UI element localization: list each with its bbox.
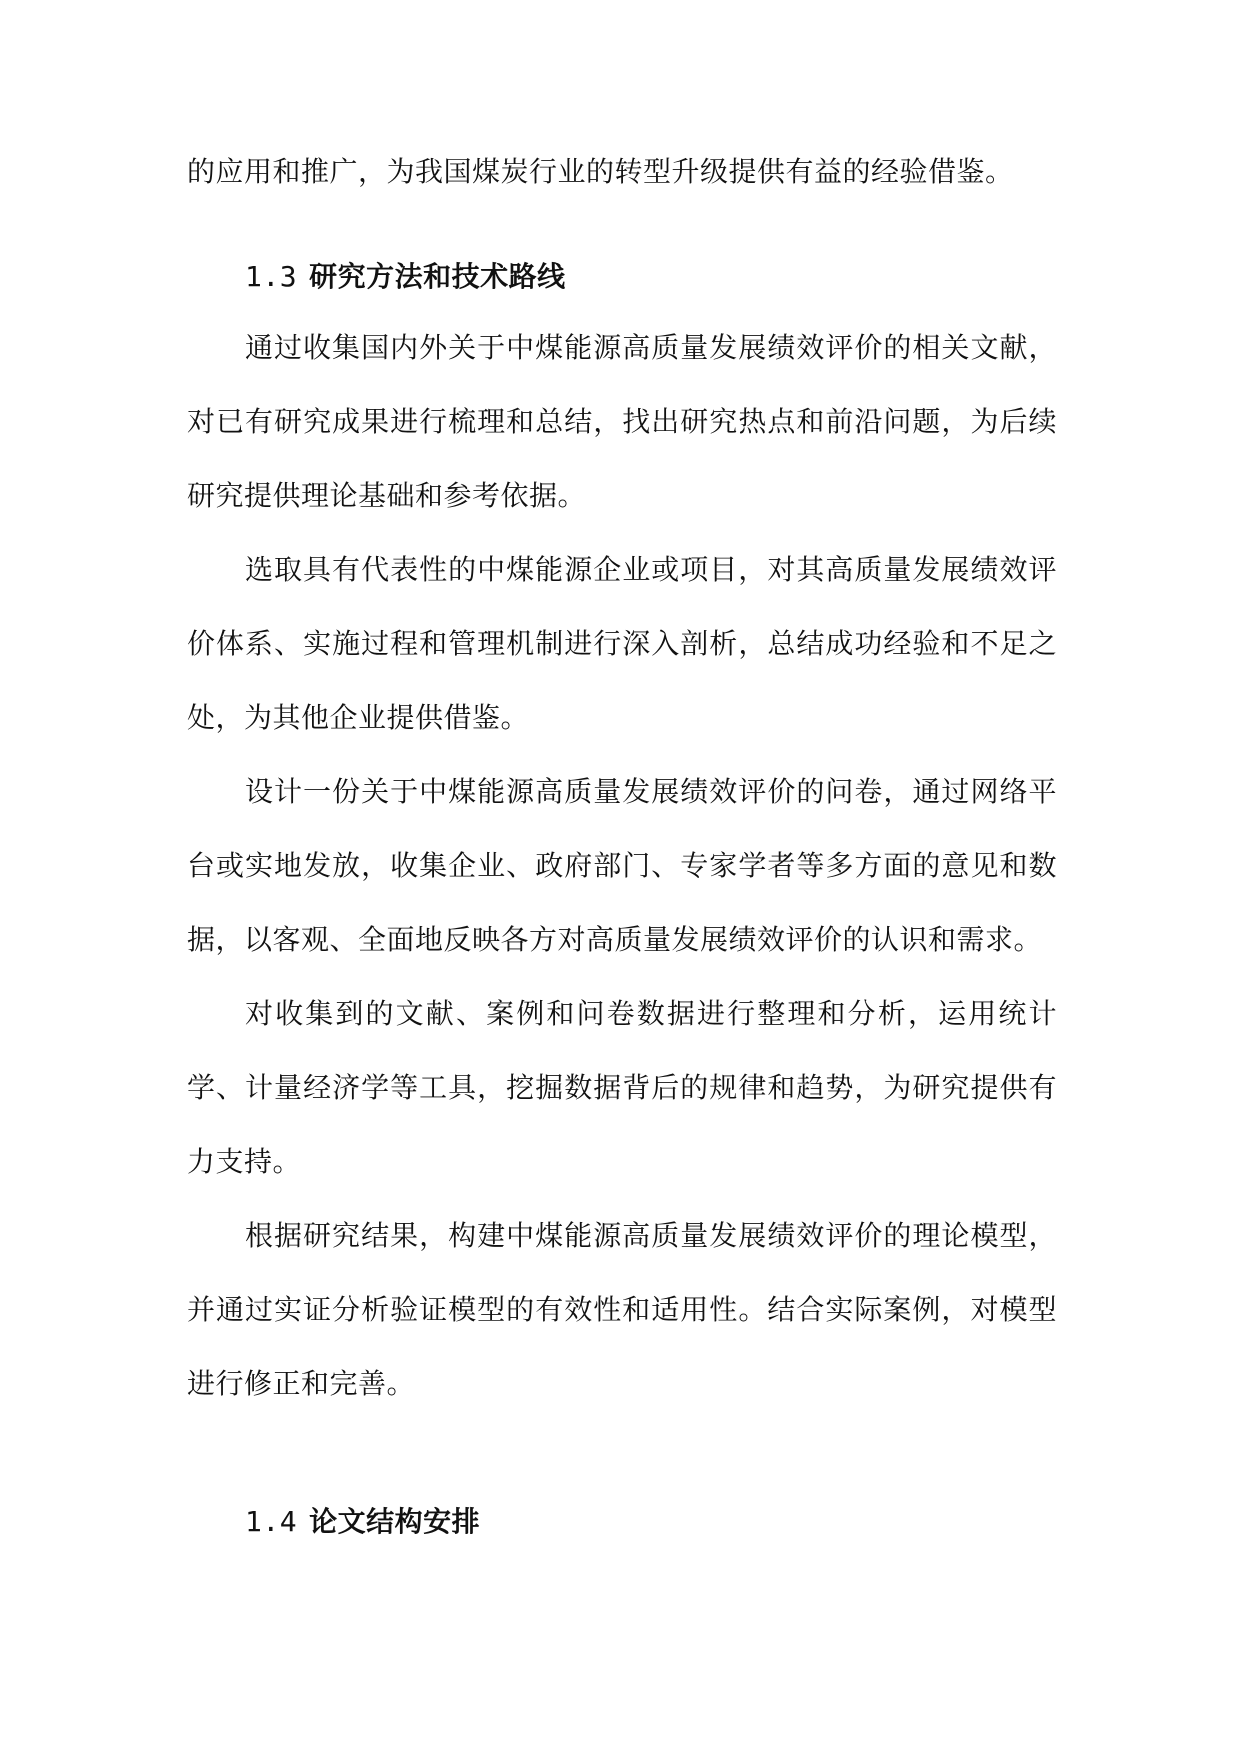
section-heading-1-4 — [245, 1502, 480, 1542]
paragraph-case-study: 选取具有代表性的中煤能源企业或项目，对其高质量发展绩效评价体系、实施过程和管理机制进行深入剖析，总结成功经验和不足之处，为其他企业提供借鉴。 — [187, 553, 1057, 734]
paragraph-questionnaire: 设计一份关于中煤能源高质量发展绩效评价的问卷，通过网络平台或实地发放，收集企业、政府部门、专家学者等多方面的意见和数据，以客观、全面地反映各方对高质量发展绩效评价的认识和需求。 — [187, 775, 1057, 956]
continuation-paragraph: 的应用和推广，为我国煤炭行业的转型升级提供有益的经验借鉴。 — [187, 155, 1014, 188]
paragraph-data-analysis: 对收集到的文献、案例和问卷数据进行整理和分析，运用统计学、计量经济学等工具，挖掘数据背后的规律和趋势，为研究提供有力支持。 — [187, 997, 1057, 1178]
section-number: 1.3 — [245, 260, 298, 293]
section-title: 研究方法和技术路线 — [309, 260, 566, 293]
paragraph-model-construction: 根据研究结果，构建中煤能源高质量发展绩效评价的理论模型，并通过实证分析验证模型的有效性和适用性。结合实际案例，对模型进行修正和完善。 — [187, 1219, 1057, 1400]
section-title: 论文结构安排 — [309, 1505, 481, 1538]
section-heading-1-3 — [245, 257, 566, 297]
section-number: 1.4 — [245, 1505, 298, 1538]
paragraph-literature-review: 通过收集国内外关于中煤能源高质量发展绩效评价的相关文献，对已有研究成果进行梳理和总结，找出研究热点和前沿问题，为后续研究提供理论基础和参考依据。 — [187, 331, 1057, 512]
